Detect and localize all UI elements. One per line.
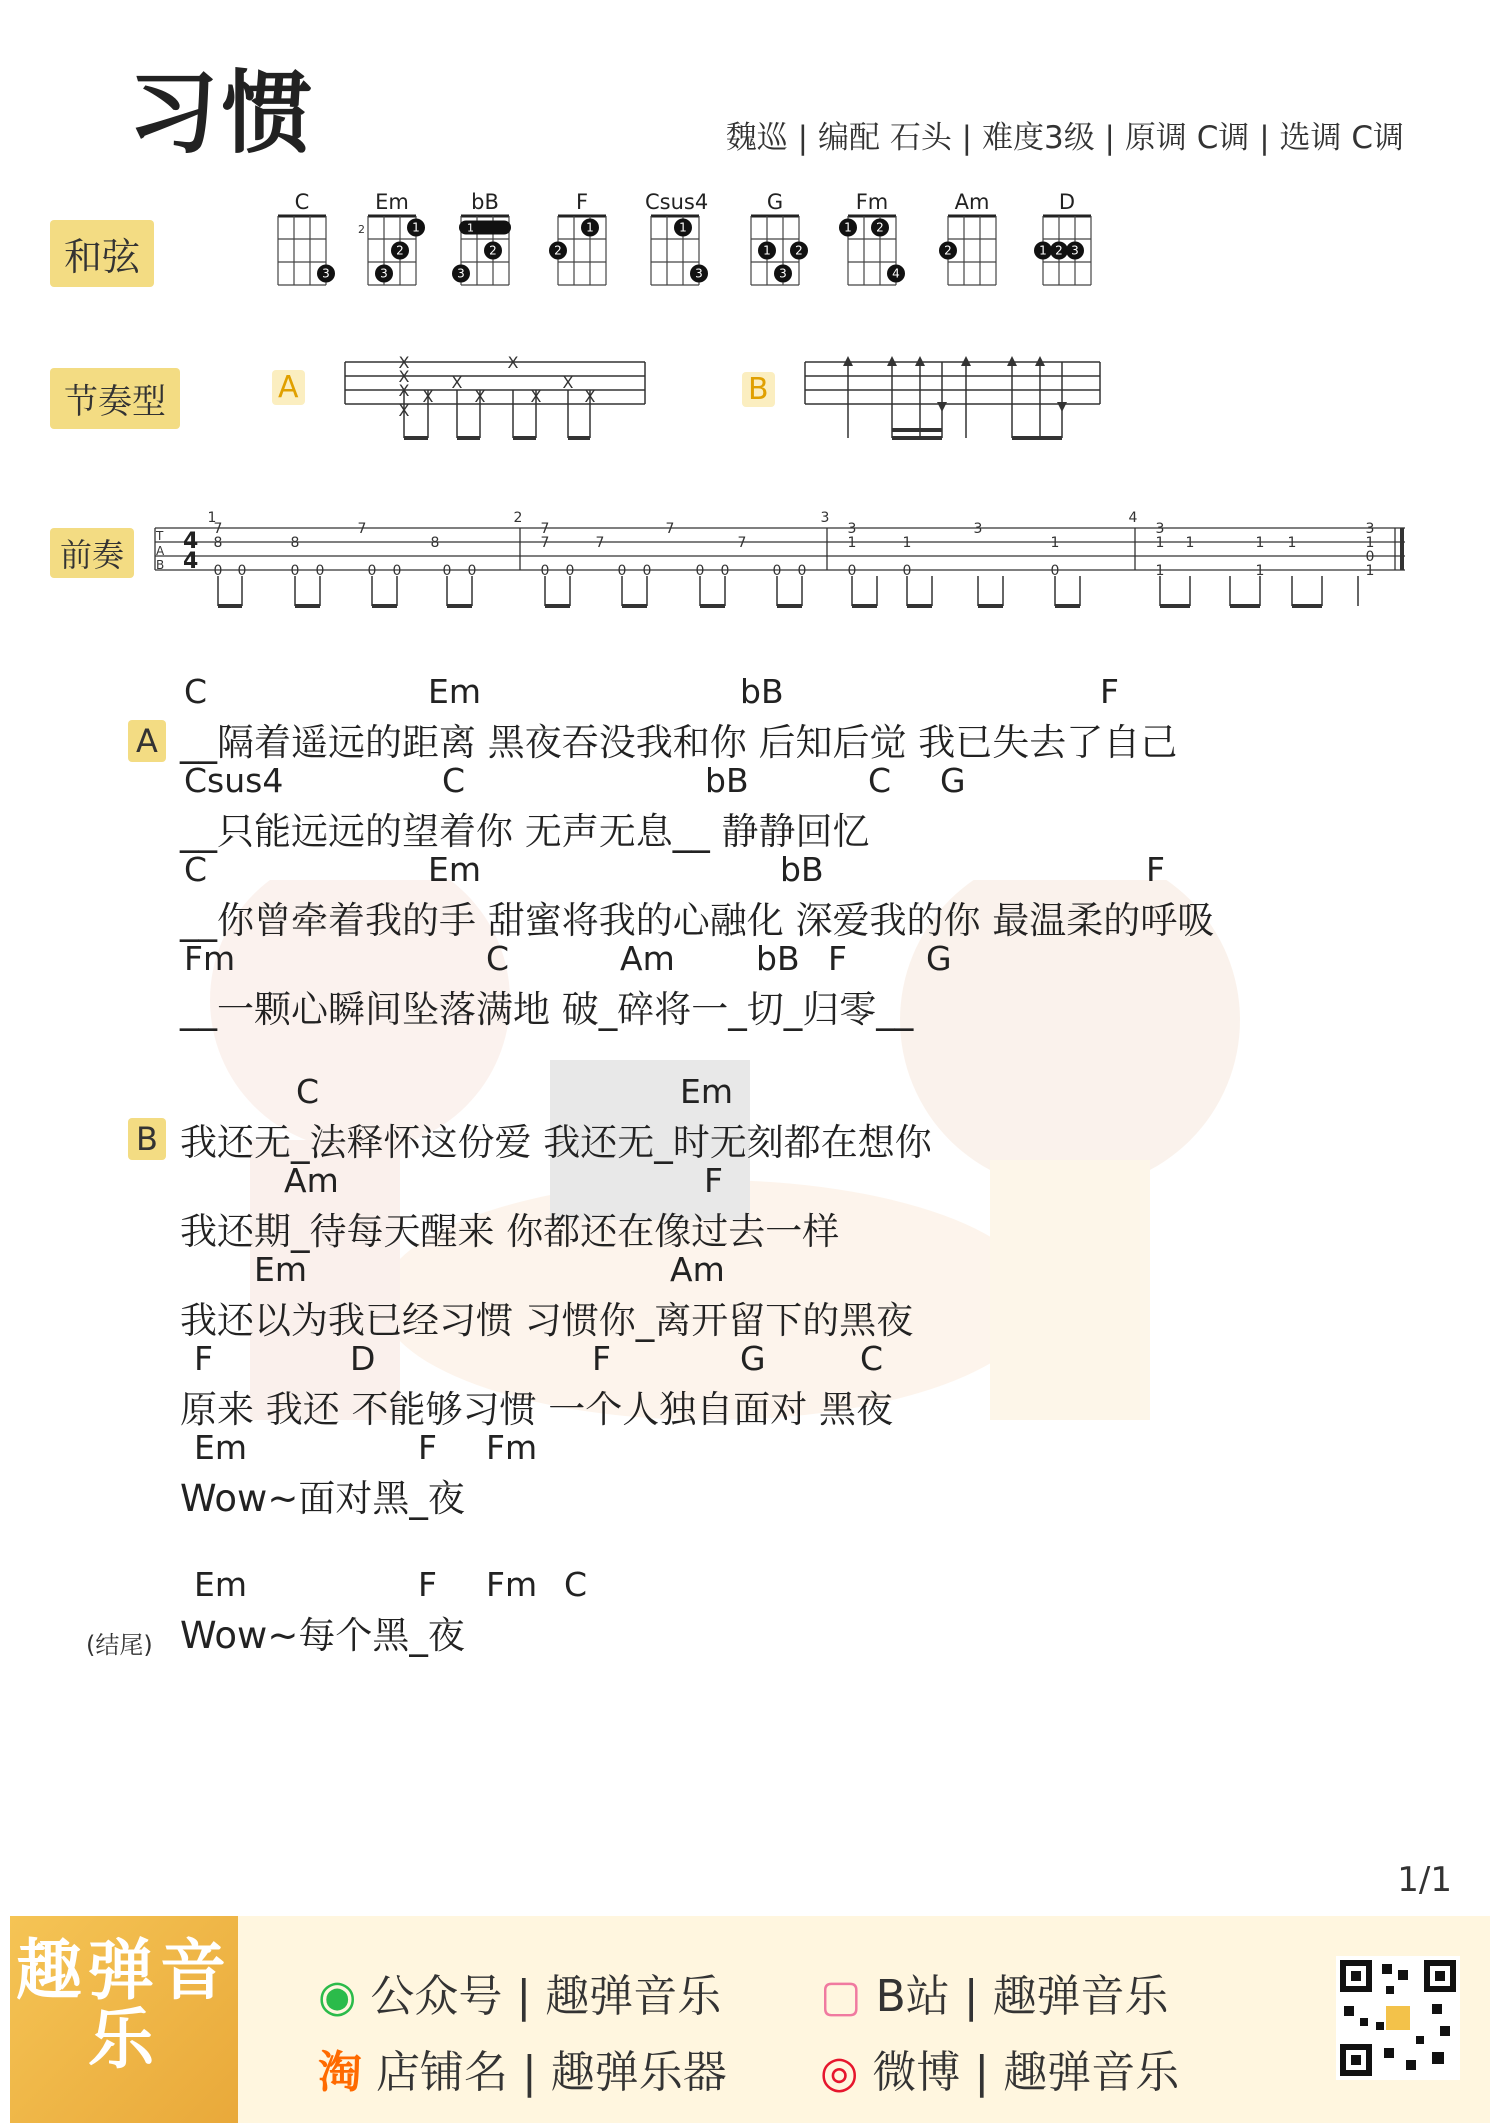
rhythm-b-staff bbox=[800, 350, 1110, 450]
footer-bilibili: ▢ B站 | 趣弹音乐 bbox=[820, 1971, 1169, 2022]
chord-label: Am bbox=[620, 939, 675, 978]
tab-note: 0 bbox=[720, 563, 730, 579]
svg-text:2: 2 bbox=[489, 243, 497, 258]
tab-note: 1 bbox=[847, 535, 857, 551]
svg-text:X: X bbox=[530, 387, 542, 406]
tab-note: 3 bbox=[1365, 521, 1375, 537]
svg-text:T: T bbox=[156, 529, 164, 543]
svg-text:2: 2 bbox=[358, 223, 365, 236]
tab-note: 0 bbox=[540, 563, 550, 579]
svg-text:1: 1 bbox=[679, 220, 687, 235]
tab-note: 7 bbox=[737, 535, 747, 551]
chord-name: Csus4 bbox=[645, 190, 709, 214]
svg-text:3: 3 bbox=[322, 266, 330, 281]
chord-label: F bbox=[704, 1161, 723, 1200]
svg-text:X: X bbox=[474, 387, 486, 406]
lyric-line: Wow~面对黑_夜 bbox=[180, 1477, 465, 1520]
tab-note: 3 bbox=[847, 521, 857, 537]
svg-text:2: 2 bbox=[795, 243, 803, 258]
chord-name: F bbox=[575, 190, 589, 214]
footer-weibo: ◎ 微博 | 趣弹音乐 bbox=[820, 2047, 1180, 2098]
chord-label: Em bbox=[194, 1565, 247, 1604]
tab-note: 1 bbox=[1155, 535, 1165, 551]
tab-note: 0 bbox=[695, 563, 705, 579]
tab-note: 3 bbox=[973, 521, 983, 537]
tab-note: 1 bbox=[1255, 563, 1265, 579]
tab-note: 3 bbox=[1155, 521, 1165, 537]
tab-note: 7 bbox=[357, 521, 367, 537]
chord-label: C bbox=[296, 1072, 320, 1111]
chord-grid bbox=[936, 214, 1006, 324]
rhythm-a-staff bbox=[340, 350, 650, 450]
chord-label: C bbox=[868, 761, 892, 800]
chord-label: F bbox=[828, 939, 847, 978]
tab-note: 1 bbox=[1287, 535, 1297, 551]
svg-text:1: 1 bbox=[586, 220, 594, 235]
lyric-line: 原来 我还 不能够习惯 一个人独自面对 黑夜 bbox=[180, 1388, 894, 1431]
svg-text:3: 3 bbox=[380, 266, 388, 281]
svg-text:2: 2 bbox=[876, 220, 884, 235]
measure-1-number: 1 bbox=[207, 510, 217, 526]
chord-label: G bbox=[740, 1339, 766, 1378]
lyric-line: Wow~每个黑_夜 bbox=[180, 1614, 465, 1657]
chord-label: bB bbox=[756, 939, 800, 978]
chord-grid bbox=[739, 214, 809, 324]
chord-label: Em bbox=[428, 672, 481, 711]
tab-note: 1 bbox=[1365, 563, 1375, 579]
chord-grid bbox=[639, 214, 709, 324]
rhythm-b-label: B bbox=[742, 372, 775, 407]
chord-label: Fm bbox=[184, 939, 236, 978]
tab-note: 0 bbox=[772, 563, 782, 579]
tab-note: 8 bbox=[213, 535, 223, 551]
chord-label: C bbox=[442, 761, 466, 800]
tab-note: 7 bbox=[540, 521, 550, 537]
song-meta: 魏巡 | 编配 石头 | 难度3级 | 原调 C调 | 选调 C调 bbox=[725, 120, 1404, 156]
svg-text:X: X bbox=[422, 387, 434, 406]
measure-3-number: 3 bbox=[820, 510, 830, 526]
svg-text:B: B bbox=[156, 558, 165, 572]
song-title: 习惯 bbox=[128, 61, 316, 166]
tab-note: 0 bbox=[642, 563, 652, 579]
qr-code bbox=[1336, 1956, 1460, 2080]
tab-note: 1 bbox=[1155, 563, 1165, 579]
chord-name: Fm bbox=[855, 190, 889, 214]
lyric-line: __一颗心瞬间坠落满地 破_碎将一_切_归零__ bbox=[180, 988, 914, 1031]
intro-tab bbox=[150, 510, 1410, 620]
chord-label: Fm bbox=[486, 1428, 538, 1467]
brand-logo: 趣弹音乐 bbox=[10, 1916, 238, 2123]
tab-note: 0 bbox=[315, 563, 325, 579]
tab-note: 1 bbox=[902, 535, 912, 551]
svg-text:3: 3 bbox=[457, 266, 465, 281]
rhythm-tag: 节奏型 bbox=[50, 368, 180, 429]
svg-text:4: 4 bbox=[183, 529, 199, 554]
taobao-icon: 淘 bbox=[318, 2047, 362, 2098]
outro-label: (结尾) bbox=[86, 1631, 153, 1659]
tab-note: 0 bbox=[237, 563, 247, 579]
chord-name: bB bbox=[471, 190, 499, 214]
weibo-icon: ◎ bbox=[820, 2047, 859, 2098]
rhythm-a-label: A bbox=[272, 370, 305, 405]
chord-label: F bbox=[418, 1428, 437, 1467]
tab-note: 0 bbox=[367, 563, 377, 579]
svg-text:A: A bbox=[156, 544, 165, 558]
chord-label: bB bbox=[705, 761, 749, 800]
tab-note: 0 bbox=[392, 563, 402, 579]
chord-label: F bbox=[1100, 672, 1119, 711]
chord-grid bbox=[836, 214, 906, 324]
svg-text:X: X bbox=[398, 381, 410, 400]
chord-label: bB bbox=[740, 672, 784, 711]
tab-note: 1 bbox=[1050, 535, 1060, 551]
svg-text:3: 3 bbox=[1071, 243, 1079, 258]
tab-note: 0 bbox=[902, 563, 912, 579]
tab-note: 1 bbox=[1365, 535, 1375, 551]
chord-name: D bbox=[1058, 190, 1076, 214]
tab-note: 0 bbox=[213, 563, 223, 579]
svg-text:X: X bbox=[584, 387, 596, 406]
svg-text:2: 2 bbox=[944, 243, 952, 258]
tab-note: 0 bbox=[290, 563, 300, 579]
svg-text:X: X bbox=[398, 353, 410, 372]
lyric-line: 我还无_法释怀这份爱 我还无_时无刻都在想你 bbox=[180, 1121, 932, 1164]
svg-text:X: X bbox=[398, 401, 410, 420]
chord-name: G bbox=[766, 190, 784, 214]
svg-text:2: 2 bbox=[1055, 243, 1063, 258]
chord-label: C bbox=[860, 1339, 884, 1378]
tab-note: 7 bbox=[665, 521, 675, 537]
svg-text:1: 1 bbox=[763, 243, 771, 258]
chord-name: Em bbox=[375, 190, 409, 214]
chord-grid bbox=[1031, 214, 1101, 324]
chord-label: Em bbox=[428, 850, 481, 889]
tab-note: 0 bbox=[565, 563, 575, 579]
chord-label: C bbox=[184, 850, 208, 889]
chord-label: C bbox=[564, 1565, 588, 1604]
svg-text:3: 3 bbox=[695, 266, 703, 281]
section-b-label: B bbox=[128, 1118, 166, 1160]
tab-note: 0 bbox=[467, 563, 477, 579]
tab-note: 1 bbox=[1185, 535, 1195, 551]
svg-text:1: 1 bbox=[1039, 243, 1047, 258]
tab-note: 7 bbox=[595, 535, 605, 551]
tab-note: 0 bbox=[797, 563, 807, 579]
svg-text:1: 1 bbox=[467, 221, 474, 235]
tab-note: 0 bbox=[1365, 549, 1375, 565]
chord-label: G bbox=[940, 761, 966, 800]
svg-text:X: X bbox=[562, 373, 574, 392]
chord-label: F bbox=[592, 1339, 611, 1378]
tab-note: 1 bbox=[1255, 535, 1265, 551]
chord-grid bbox=[266, 214, 336, 324]
lyric-line: __隔着遥远的距离 黑夜吞没我和你 后知后觉 我已失去了自己 bbox=[180, 721, 1178, 764]
svg-text:2: 2 bbox=[554, 243, 562, 258]
chord-label: C bbox=[184, 672, 208, 711]
svg-text:1: 1 bbox=[412, 220, 420, 235]
svg-text:2: 2 bbox=[396, 243, 404, 258]
tab-note: 8 bbox=[430, 535, 440, 551]
lyric-line: 我还期_待每天醒来 你都还在像过去一样 bbox=[180, 1210, 840, 1253]
chord-name: Am bbox=[954, 190, 990, 214]
svg-text:X: X bbox=[398, 367, 410, 386]
tab-note: 8 bbox=[290, 535, 300, 551]
tab-note: 0 bbox=[617, 563, 627, 579]
page-number: 1/1 bbox=[1397, 1860, 1452, 1900]
lyric-line: __只能远远的望着你 无声无息__ 静静回忆 bbox=[180, 810, 870, 853]
chord-label: Am bbox=[670, 1250, 725, 1289]
footer-wechat: ◉ 公众号 | 趣弹音乐 bbox=[318, 1971, 722, 2022]
intro-tag: 前奏 bbox=[50, 528, 134, 578]
svg-text:1: 1 bbox=[844, 220, 852, 235]
svg-text:4: 4 bbox=[892, 266, 900, 281]
footer-taobao: 淘 店铺名 | 趣弹乐器 bbox=[318, 2047, 727, 2098]
chord-label: Fm bbox=[486, 1565, 538, 1604]
chord-label: Am bbox=[284, 1161, 339, 1200]
chord-name: C bbox=[294, 190, 310, 214]
chord-label: Em bbox=[194, 1428, 247, 1467]
chord-label: Csus4 bbox=[184, 761, 284, 800]
chord-label: G bbox=[926, 939, 952, 978]
chord-label: F bbox=[418, 1565, 437, 1604]
tab-note: 7 bbox=[540, 535, 550, 551]
tab-note: 0 bbox=[847, 563, 857, 579]
svg-text:X: X bbox=[507, 353, 519, 372]
tab-note: 7 bbox=[213, 521, 223, 537]
section-a-label: A bbox=[128, 720, 166, 762]
chord-label: Em bbox=[254, 1250, 307, 1289]
chord-label: D bbox=[350, 1339, 376, 1378]
chord-grid bbox=[546, 214, 616, 324]
chord-label: F bbox=[194, 1339, 213, 1378]
lyric-line: __你曾牵着我的手 甜蜜将我的心融化 深爱我的你 最温柔的呼吸 bbox=[180, 899, 1215, 942]
chord-label: bB bbox=[780, 850, 824, 889]
wechat-icon: ◉ bbox=[318, 1971, 357, 2022]
chord-label: Em bbox=[680, 1072, 733, 1111]
bilibili-icon: ▢ bbox=[820, 1971, 862, 2022]
chord-grid bbox=[449, 214, 519, 324]
lyric-line: 我还以为我已经习惯 习惯你_离开留下的黑夜 bbox=[180, 1299, 914, 1342]
measure-4-number: 4 bbox=[1128, 510, 1138, 526]
chords-tag: 和弦 bbox=[50, 220, 154, 287]
chord-grid bbox=[356, 214, 426, 324]
svg-text:3: 3 bbox=[779, 266, 787, 281]
svg-text:4: 4 bbox=[183, 549, 199, 574]
chord-label: F bbox=[1146, 850, 1165, 889]
tab-note: 0 bbox=[442, 563, 452, 579]
tab-note: 0 bbox=[1050, 563, 1060, 579]
measure-2-number: 2 bbox=[513, 510, 523, 526]
svg-text:X: X bbox=[451, 373, 463, 392]
chord-label: C bbox=[486, 939, 510, 978]
